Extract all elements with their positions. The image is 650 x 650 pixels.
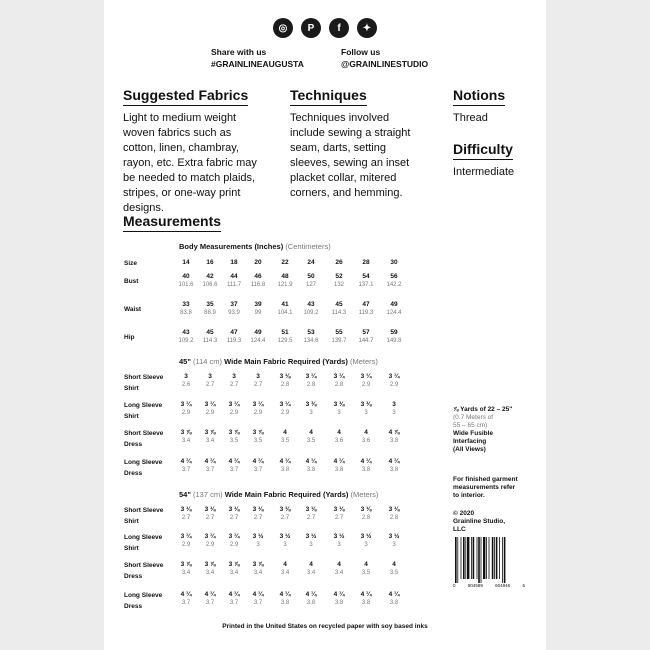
table-cell: 18 [230, 259, 238, 266]
table-cell: 45 114.3 [202, 329, 218, 344]
table-cell: 4 3.5 [361, 561, 371, 576]
table-cell: 3 ⅛ 2.7 [279, 506, 291, 521]
fabric45-title-text: Wide Main Fabric Required (Yards) [224, 357, 348, 366]
pinterest-icon: P [301, 18, 321, 38]
table-cell: 3 ⅛ 2.8 [360, 506, 372, 521]
table-cell: 4 ¼ 3.8 [305, 591, 317, 606]
barcode-number [453, 583, 525, 588]
table-cell: 4 ¼ 3.7 [180, 458, 192, 473]
table-cell: 56 142.2 [386, 273, 402, 288]
table-cell: 3 ⅛ 2.7 [228, 506, 240, 521]
finished-note-line: to interior. [453, 492, 485, 499]
fabric45-width-cm: (114 cm) [193, 357, 223, 366]
table-cell: 4 ¼ 3.8 [388, 591, 400, 606]
table-cell: 24 [307, 259, 315, 266]
interfacing-note [453, 406, 543, 454]
barcode-bar [483, 537, 485, 579]
finished-note-line: For finished garment [453, 476, 518, 483]
barcode-bar [486, 537, 487, 579]
row-label: Size [124, 260, 138, 267]
techniques-line: Techniques involved [290, 112, 390, 124]
table-cell: 3 ⅞ 3.5 [228, 429, 240, 444]
table-cell: 4 ¼ 3.8 [305, 458, 317, 473]
measurements-heading: Measurements [123, 213, 221, 232]
table-cell: 14 [182, 259, 190, 266]
row-label: Long Sleeve Shirt [124, 402, 163, 420]
barcode-digit: 804589 [467, 583, 483, 588]
table-cell: 35 88.9 [204, 301, 216, 316]
table-cell: 3 ½ 3 [252, 533, 264, 548]
table-cell: 49 124.4 [386, 301, 402, 316]
row-label: Short Sleeve Shirt [124, 507, 164, 525]
table-cell: 3 ¼ 2.9 [228, 533, 240, 548]
row-label: Long Sleeve Dress [124, 459, 163, 477]
barcode-bar [502, 537, 503, 583]
techniques-line: corners, and hemming. [290, 187, 403, 199]
table-cell: 42 106.6 [202, 273, 218, 288]
follow-handle: @GRAINLINESTUDIO [341, 59, 429, 69]
barcode-bar [492, 537, 494, 579]
table-cell: 3 2.7 [253, 373, 263, 388]
barcode-bar [489, 537, 490, 579]
table-cell: 3 ⅛ 2.8 [279, 373, 291, 388]
row-label: Short Sleeve Shirt [124, 374, 164, 392]
fabrics-line: rayon, etc. Extra fabric may [123, 157, 257, 169]
table-cell: 3 ¼ 2.9 [252, 401, 264, 416]
fabrics-heading: Suggested Fabrics [123, 87, 248, 106]
table-cell: 51 129.5 [277, 329, 293, 344]
pattern-back-cover [104, 0, 546, 650]
fabric54-unit: (Meters) [350, 490, 379, 499]
social-icons [104, 18, 546, 38]
table-cell: 3 ⅛ 2.7 [305, 506, 317, 521]
table-cell: 4 ¼ 3.7 [204, 591, 216, 606]
barcode-digit: 6 [522, 583, 525, 588]
table-cell: 3 ¼ 2.9 [204, 533, 216, 548]
fabrics-line: stripes, or one-way print [123, 187, 241, 199]
row-label: Short Sleeve Dress [124, 430, 164, 448]
table-cell: 3 ½ 3 [305, 533, 317, 548]
table-cell: 4 ¼ 3.8 [333, 591, 345, 606]
table-cell: 3 ⅞ 3.5 [252, 429, 264, 444]
body-title-text: Body Measurements (Inches) [179, 242, 284, 251]
share-block [211, 46, 304, 70]
facebook-icon: f [329, 18, 349, 38]
fabric54-width: 54" [179, 490, 191, 499]
table-cell: 3 2.7 [205, 373, 215, 388]
table-cell: 28 [362, 259, 370, 266]
techniques-line: placket collar, mitered [290, 172, 397, 184]
copyright-line: © 2020 [453, 510, 475, 517]
barcode-bar [494, 537, 495, 579]
notions-heading: Notions [453, 87, 505, 106]
table-cell: 54 137.1 [358, 273, 374, 288]
table-cell: 3 ⅜ 3 [360, 401, 372, 416]
table-cell: 4 3.5 [389, 561, 399, 576]
table-cell: 3 2.7 [229, 373, 239, 388]
table-cell: 4 3.4 [280, 561, 290, 576]
table-cell: 3 ⅞ 3.4 [180, 429, 192, 444]
table-cell: 48 121.9 [277, 273, 293, 288]
table-cell: 3 ⅞ 3.4 [180, 561, 192, 576]
follow-line1: Follow us [341, 47, 381, 57]
interfacing-line: (0.7 Meters of [453, 414, 494, 421]
table-cell: 43 109.2 [178, 329, 194, 344]
table-cell: 4 ¼ 3.8 [360, 591, 372, 606]
techniques-line: include sewing a straight [290, 127, 411, 139]
table-cell: 3 ¼ 2.9 [360, 373, 372, 388]
table-cell: 3 ⅛ 2.7 [252, 506, 264, 521]
table-cell: 4 3.6 [334, 429, 344, 444]
table-cell: 3 2.6 [181, 373, 191, 388]
table-cell: 3 ¼ 2.8 [305, 373, 317, 388]
table-cell: 43 109.2 [303, 301, 319, 316]
table-cell: 3 ½ 3 [388, 533, 400, 548]
fabrics-line: Light to medium weight [123, 112, 237, 124]
table-cell: 22 [281, 259, 289, 266]
table-cell: 3 ⅞ 3.4 [252, 561, 264, 576]
table-cell: 3 ¼ 2.9 [180, 533, 192, 548]
table-cell: 3 ⅛ 2.7 [180, 506, 192, 521]
fabric54-table-title [179, 490, 378, 499]
table-cell: 4 ⅞ 3.8 [388, 429, 400, 444]
table-cell: 3 ⅞ 3.4 [228, 561, 240, 576]
barcode-bar [473, 537, 475, 579]
copyright-line: Grainline Studio, [453, 518, 506, 525]
table-cell: 4 ¼ 3.7 [228, 591, 240, 606]
table-cell: 57 144.7 [358, 329, 374, 344]
table-cell: 40 101.6 [178, 273, 194, 288]
row-label: Short Sleeve Dress [124, 562, 164, 580]
barcode-bar [481, 537, 482, 583]
table-cell: 16 [206, 259, 214, 266]
barcode-bar [455, 537, 457, 583]
table-cell: 4 3.6 [361, 429, 371, 444]
difficulty-heading: Difficulty [453, 141, 513, 160]
fabric45-unit: (Meters) [349, 357, 378, 366]
table-cell: 26 [335, 259, 343, 266]
follow-block [341, 46, 428, 70]
table-cell: 49 124.4 [250, 329, 266, 344]
fabrics-line: be needed to match plaids, [123, 172, 256, 184]
finished-note-line: measurements refer [453, 484, 516, 491]
fabric45-width: 45" [179, 357, 191, 366]
table-cell: 3 ⅞ 3.4 [204, 429, 216, 444]
table-cell: 50 127 [305, 273, 316, 288]
barcode-digit: 604846 [495, 583, 511, 588]
table-cell: 20 [254, 259, 262, 266]
table-cell: 3 ⅜ 3 [333, 401, 345, 416]
table-cell: 39 99 [254, 301, 262, 316]
copyright-line: LLC [453, 526, 466, 533]
footer-print-note: Printed in the United States on recycled paper with soy based inks [222, 623, 428, 630]
body-title-unit: (Centimeters) [285, 242, 331, 251]
techniques-heading: Techniques [290, 87, 367, 106]
twitter-icon: ✦ [357, 18, 377, 38]
table-cell: 30 [390, 259, 398, 266]
interfacing-line: Wide Fusible [453, 430, 494, 437]
table-cell: 47 119.3 [226, 329, 242, 344]
copyright [453, 510, 543, 534]
barcode-bar [461, 537, 462, 579]
difficulty-text: Intermediate [453, 166, 515, 178]
table-cell: 4 ¼ 3.7 [180, 591, 192, 606]
table-cell: 3 ⅞ 3.4 [204, 561, 216, 576]
table-cell: 3 ⅛ 2.8 [388, 506, 400, 521]
table-cell: 3 ¼ 2.9 [279, 401, 291, 416]
techniques-line: seam, darts, setting [290, 142, 386, 154]
barcode-bar [465, 537, 466, 579]
body-table-title [179, 242, 331, 251]
table-cell: 4 ¼ 3.8 [388, 458, 400, 473]
barcode-bar [457, 537, 458, 583]
interfacing-line: 55 – 65 cm) [453, 422, 488, 429]
table-cell: 3 ¼ 2.9 [180, 401, 192, 416]
fabric54-width-cm: (137 cm) [193, 490, 223, 499]
table-cell: 4 ¼ 3.7 [228, 458, 240, 473]
notions-text: Thread [453, 112, 488, 124]
interfacing-line: Interfacing [453, 438, 487, 445]
table-cell: 3 ½ 3 [279, 533, 291, 548]
row-label: Long Sleeve Dress [124, 592, 163, 610]
table-cell: 3 ⅛ 2.7 [204, 506, 216, 521]
techniques-line: sleeves, sewing an inset [290, 157, 410, 169]
barcode-bar [478, 537, 480, 583]
table-cell: 55 139.7 [331, 329, 347, 344]
table-cell: 4 ¼ 3.7 [252, 458, 264, 473]
fabric54-title-text: Wide Main Fabric Required (Yards) [224, 490, 349, 499]
row-label: Waist [124, 306, 142, 313]
row-label: Hip [124, 334, 135, 341]
table-cell: 4 ¼ 3.8 [279, 591, 291, 606]
table-cell: 45 114.3 [331, 301, 347, 316]
barcode-bar [477, 537, 478, 579]
table-cell: 4 3.5 [280, 429, 290, 444]
table-cell: 46 116.8 [250, 273, 266, 288]
barcode [453, 537, 525, 583]
table-cell: 4 ¼ 3.7 [252, 591, 264, 606]
table-cell: 41 104.1 [277, 301, 293, 316]
barcode-bar [496, 537, 498, 579]
table-cell: 4 3.4 [334, 561, 344, 576]
barcode-bar [499, 537, 500, 579]
table-cell: 3 ¼ 2.9 [388, 373, 400, 388]
finished-measurements-note [453, 476, 543, 500]
fabric45-table-title [179, 357, 378, 366]
table-cell: 3 ½ 3 [360, 533, 372, 548]
barcode-bar [471, 537, 472, 579]
fabrics-line: designs. [123, 202, 164, 214]
table-cell: 33 83.8 [180, 301, 192, 316]
table-cell: 4 ¼ 3.8 [333, 458, 345, 473]
barcode-bar [504, 537, 506, 583]
table-cell: 3 ⅜ 3 [305, 401, 317, 416]
interfacing-line: ⅞ Yards of 22 – 25" [453, 406, 513, 413]
table-cell: 37 93.9 [228, 301, 240, 316]
table-cell: 3 ¼ 2.9 [204, 401, 216, 416]
table-cell: 44 111.7 [226, 273, 242, 288]
interfacing-line: (All Views) [453, 446, 486, 453]
table-cell: 4 ¼ 3.8 [279, 458, 291, 473]
share-hashtag: #GRAINLINEAUGUSTA [211, 59, 304, 69]
table-cell: 3 ¼ 2.8 [333, 373, 345, 388]
instagram-icon: ◎ [273, 18, 293, 38]
barcode-bar [467, 537, 469, 579]
share-line1: Share with us [211, 47, 267, 57]
table-cell: 3 3 [392, 401, 396, 416]
fabrics-line: woven fabrics such as [123, 127, 232, 139]
techniques-text [290, 111, 410, 201]
table-cell: 3 ¼ 2.9 [228, 401, 240, 416]
fabrics-text [123, 111, 257, 216]
table-cell: 59 149.8 [386, 329, 402, 344]
table-cell: 4 ¼ 3.7 [204, 458, 216, 473]
row-label: Long Sleeve Shirt [124, 534, 163, 552]
row-label: Bust [124, 278, 139, 285]
table-cell: 3 ⅛ 2.7 [333, 506, 345, 521]
table-cell: 4 ¼ 3.8 [360, 458, 372, 473]
table-cell: 53 134.6 [303, 329, 319, 344]
table-cell: 47 119.3 [358, 301, 374, 316]
barcode-bar [463, 537, 465, 579]
barcode-digit: 0 [453, 583, 456, 588]
table-cell: 52 132 [333, 273, 344, 288]
table-cell: 4 3.5 [306, 429, 316, 444]
table-cell: 3 ½ 3 [333, 533, 345, 548]
table-cell: 4 3.4 [306, 561, 316, 576]
fabrics-line: cotton, linen, chambray, [123, 142, 239, 154]
